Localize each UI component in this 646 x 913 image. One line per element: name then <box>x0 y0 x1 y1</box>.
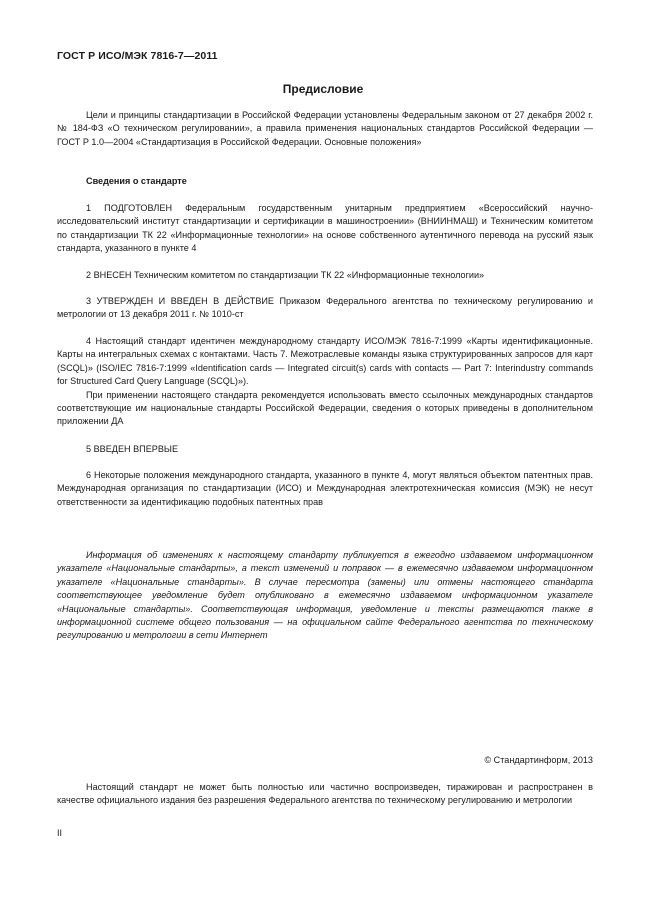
reproduction-section <box>57 781 593 808</box>
item-5-paragraph: 5 ВВЕДЕН ВПЕРВЫЕ <box>86 444 179 454</box>
item-4-paragraph: 4 Настоящий стандарт идентичен международному стандарту ИСО/МЭК 7816-7:1999 «Карты идентификационные. Карты на интегральных схемах с контактами. Часть 7. Межотраслевые команды языка структурированных запросов для карт (SCQL)» (ISO/IEC 7816-7:1999 «Identification cards — Integrated circuit(s) cards with contacts — Part 7: Interindustry commands for Structured Card Query Language (SCQL)»). <box>57 336 593 387</box>
reproduction-paragraph: Настоящий стандарт не может быть полностью или частично воспроизведен, тиражирован и распространен в качестве официального издания без разрешения Федерального агентства по техническому регулированию и метрологии <box>57 782 593 806</box>
notice-section <box>57 549 593 643</box>
item-4-note-paragraph: При применении настоящего стандарта рекомендуется использовать вместо ссылочных международных стандартов соответствующие им национальные стандарты Российской Федерации, сведения о которых приведены в дополнительном приложении ДА <box>57 389 593 427</box>
notice-paragraph: Информация об изменениях к настоящему стандарту публикуется в ежегодно издаваемом информационном указателе «Национальные стандарты», а текст изменений и поправок — в ежемесячно издаваемом информационном указателе «Национальные стандарты». В случае пересмотра (замены) или отмены настоящего стандарта соответствующее уведомление будет опубликовано в ежемесячно издаваемом информационном указателе «Национальные стандарты». Соответствующая информация, уведомление и тексты размещаются также в информационной системе общего пользования — на официальном сайте Федерального агентства по техническому регулированию и метрологии в сети Интернет <box>57 550 593 641</box>
standard-designation: ГОСТ Р ИСО/МЭК 7816-7—2011 <box>57 50 218 62</box>
item-3-paragraph: 3 УТВЕРЖДЕН И ВВЕДЕН В ДЕЙСТВИЕ Приказом Федерального агентства по техническому регулированию и метрологии от 13 декабря 2011 г. № 1010-ст <box>57 296 593 320</box>
item-3-section <box>57 295 593 322</box>
item-1-section <box>57 202 593 256</box>
item-1-paragraph: 1 ПОДГОТОВЛЕН Федеральным государственным унитарным предприятием «Всероссийский научно-исследовательский институт стандартизации и сертификации в машиностроении» (ВНИИНМАШ) и Техническим комитетом по стандартизации ТК 22 «Информационные технологии» на основе собственного аутентичного перевода на русский язык стандарта, указанного в пункте 4 <box>57 203 593 254</box>
item-6-paragraph: 6 Некоторые положения международного стандарта, указанного в пункте 4, могут являться объектом патентных прав. Международная организация по стандартизации (ИСО) и Международная электротехническая комиссия (МЭК) не несут ответственности за идентификацию подобных патентных прав <box>57 470 593 507</box>
intro-paragraph: Цели и принципы стандартизации в Российской Федерации установлены Федеральным законом от 27 декабря 2002 г. № 184-ФЗ «О техническом регулировании», а правила применения национальных стандартов Российской Федерации — ГОСТ Р 1.0—2004 «Стандартизация в Российской Федерации. Основные положения» <box>57 110 593 147</box>
item-5-section <box>57 443 593 456</box>
page-number: II <box>57 828 63 838</box>
item-2-paragraph: 2 ВНЕСЕН Техническим комитетом по стандартизации ТК 22 «Информационные технологии» <box>86 270 485 280</box>
item-6-section <box>57 469 593 509</box>
info-heading-section <box>57 175 593 188</box>
copyright-line: © Стандартинформ, 2013 <box>484 755 593 765</box>
item-4-section <box>57 335 593 429</box>
info-heading: Сведения о стандарте <box>86 176 187 186</box>
page-title: Предисловие <box>282 82 364 96</box>
intro-section <box>57 109 593 149</box>
item-2-section <box>57 269 593 282</box>
